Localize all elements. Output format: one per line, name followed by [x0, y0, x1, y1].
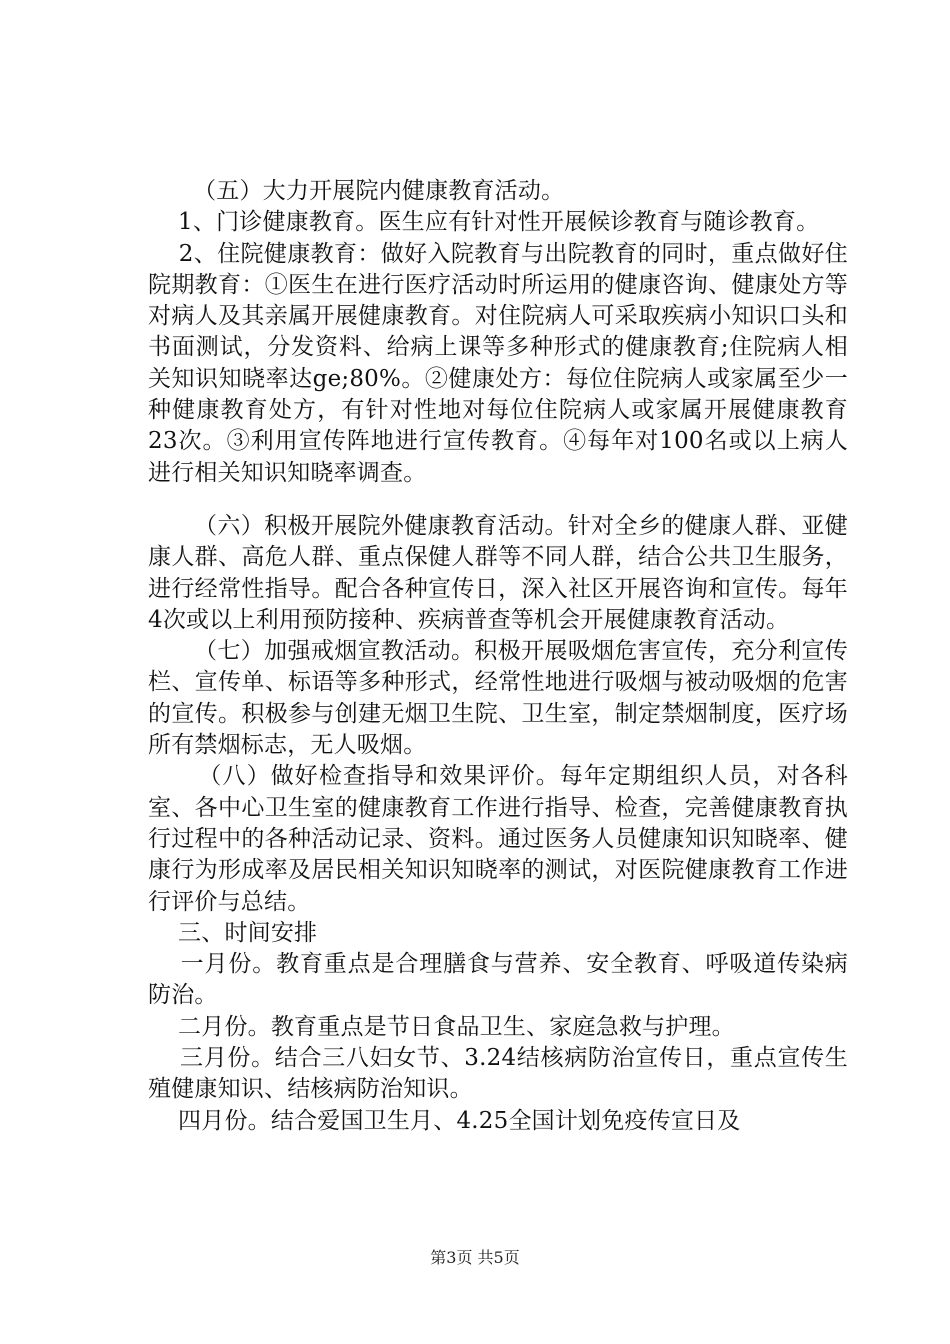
- paragraph-february: 二月份。教育重点是节日食品卫生、家庭急救与护理。: [148, 1013, 735, 1040]
- paragraph-section-7: （七）加强戒烟宣教活动。积极开展吸烟危害宣传，充分利宣传栏、宣传单、标语等多种形式，经常性地进行吸烟与被动吸烟的危害的宣传。积极参与创建无烟卫生院、卫生室，制定禁烟制度，医疗场所有禁烟标志，无人吸烟。: [148, 638, 848, 759]
- paragraph-january: 一月份。教育重点是合理膳食与营养、安全教育、呼吸道传染病防治。: [148, 951, 848, 1009]
- paragraph-section-5-heading: （五）大力开展院内健康教育活动。: [148, 178, 565, 204]
- paragraph-section-8: （八）做好检查指导和效果评价。每年定期组织人员，对各科室、各中心卫生室的健康教育工作进行指导、检查，完善健康教育执行过程中的各种活动记录、资料。通过医务人员健康知识知晓率、健康行为形成率及居民相关知识知晓率的测试，对医院健康教育工作进行评价与总结。: [148, 763, 848, 915]
- page-footer: 第3页 共5页: [430, 1248, 520, 1267]
- paragraph-outpatient-education: 1、门诊健康教育。医生应有针对性开展候诊教育与随诊教育。: [148, 209, 820, 236]
- paragraph-april: 四月份。结合爱国卫生月、4.25全国计划免疫传宣日及: [148, 1107, 741, 1134]
- document-body: [148, 176, 848, 1137]
- paragraph-section-6: （六）积极开展院外健康教育活动。针对全乡的健康人群、亚健康人群、高危人群、重点保健人群等不同人群，结合公共卫生服务，进行经常性指导。配合各种宣传日，深入社区开展咨询和宣传。每年4次或以上利用预防接种、疾病普查等机会开展健康教育活动。: [148, 512, 848, 633]
- paragraph-inpatient-education: 2、住院健康教育：做好入院教育与出院教育的同时，重点做好住院期教育：①医生在进行医疗活动时所运用的健康咨询、健康处方等对病人及其亲属开展健康教育。对住院病人可采取疾病小知识口头和书面测试，分发资料、给病上课等多种形式的健康教育;住院病人相关知识知晓率达ge;80%。②健康处方：每位住院病人或家属至少一种健康教育处方，有针对性地对每位住院病人或家属开展健康教育23次。③利用宣传阵地进行宣传教育。④每年对100名或以上病人进行相关知识知晓率调查。: [148, 240, 848, 486]
- paragraph-schedule-heading: 三、时间安排: [148, 919, 318, 946]
- paragraph-march: 三月份。结合三八妇女节、3.24结核病防治宣传日，重点宣传生殖健康知识、结核病防治知识。: [148, 1045, 848, 1103]
